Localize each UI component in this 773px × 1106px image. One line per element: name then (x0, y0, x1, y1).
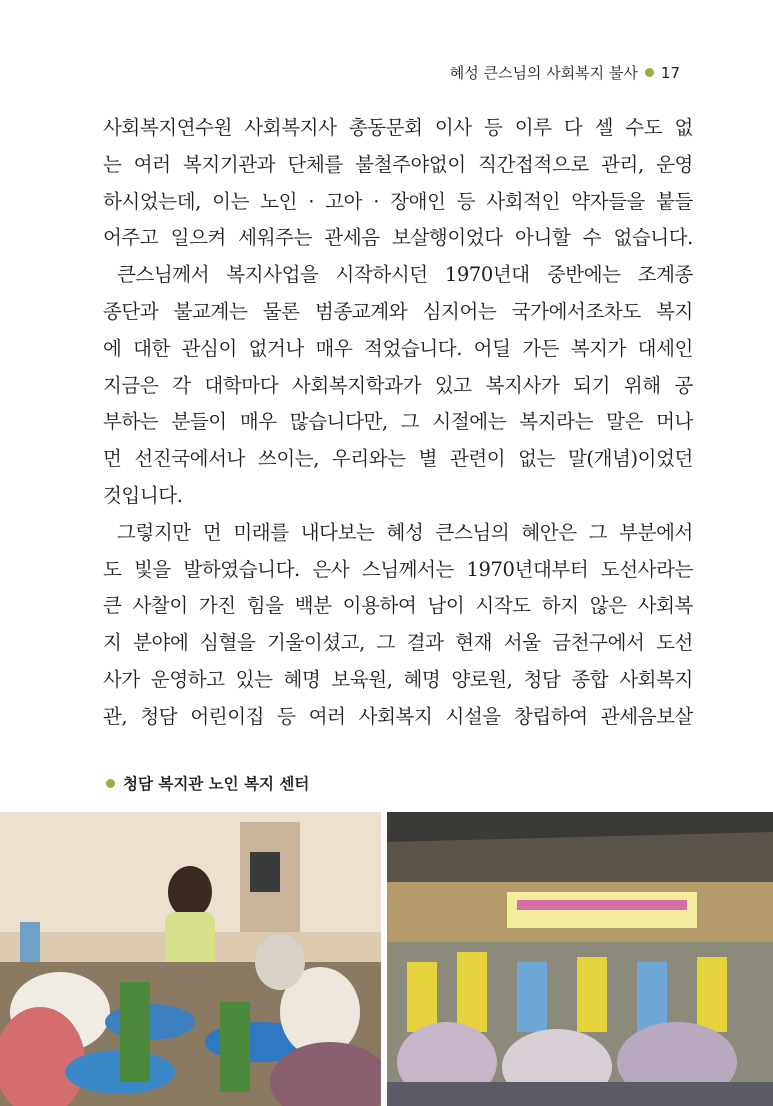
text-line: 는 여러 복지기관과 단체를 불철주야없이 직간접적으로 관리, 운영 (103, 152, 693, 176)
text-line: 하시었는데, 이는 노인 · 고아 · 장애인 등 사회적인 약자들을 붙들 (103, 189, 693, 213)
text-line: 지 분야에 심혈을 기울이셨고, 그 결과 현재 서울 금천구에서 도선 (103, 631, 693, 655)
text-line: 것입니다. (103, 483, 183, 507)
text-line: 사회복지연수원 사회복지사 총동문회 이사 등 이루 다 셀 수도 없 (103, 116, 693, 139)
text-line: 먼 선진국에서나 쓰이는, 우리와는 별 관련이 없는 말(개념)이었던 (103, 447, 693, 471)
bullet-dot-icon (645, 68, 654, 77)
text-line: 지금은 각 대학마다 사회복지학과가 있고 복지사가 되기 위해 공 (103, 373, 693, 397)
bullet-dot-icon (106, 779, 115, 788)
photo-group-outing (387, 812, 773, 1106)
photo-caption (106, 772, 309, 794)
paragraph (103, 257, 693, 515)
running-title: 혜성 큰스님의 사회복지 불사 (449, 64, 638, 82)
page-number: 17 (660, 63, 680, 82)
paragraph (103, 515, 693, 736)
text-line: 에 대한 관심이 없거나 매우 적었습니다. 어딜 가든 복지가 대세인 (103, 336, 693, 360)
text-line: 큰 사찰이 가진 힘을 백분 이용하여 남이 시작도 하지 않은 사회복 (103, 594, 693, 618)
text-line: 관, 청담 어린이집 등 여러 사회복지 시설을 창립하여 관세음보살 (103, 704, 693, 728)
photo-elderly-gardening-activity (0, 812, 381, 1106)
text-line: 부하는 분들이 매우 많습니다만, 그 시절에는 복지라는 말은 머나 (103, 410, 693, 434)
text-line: 어주고 일으켜 세워주는 관세음 보살행이었다 아니할 수 없습니다. (103, 226, 693, 250)
text-line: 큰스님께서 복지사업을 시작하시던 1970년대 중반에는 조계종 (117, 263, 693, 287)
paragraph (103, 110, 693, 257)
running-header (450, 62, 680, 83)
caption-text: 청담 복지관 노인 복지 센터 (123, 775, 310, 793)
text-line: 종단과 불교계는 물론 범종교계와 심지어는 국가에서조차도 복지 (103, 299, 693, 323)
text-line: 사가 운영하고 있는 혜명 보육원, 혜명 양로원, 청담 종합 사회복지 (103, 667, 693, 691)
body-text (103, 110, 693, 736)
text-line: 그렇지만 먼 미래를 내다보는 혜성 큰스님의 혜안은 그 부분에서 (117, 520, 693, 544)
text-line: 도 빛을 발하였습니다. 은사 스님께서는 1970년대부터 도선사라는 (103, 557, 693, 581)
